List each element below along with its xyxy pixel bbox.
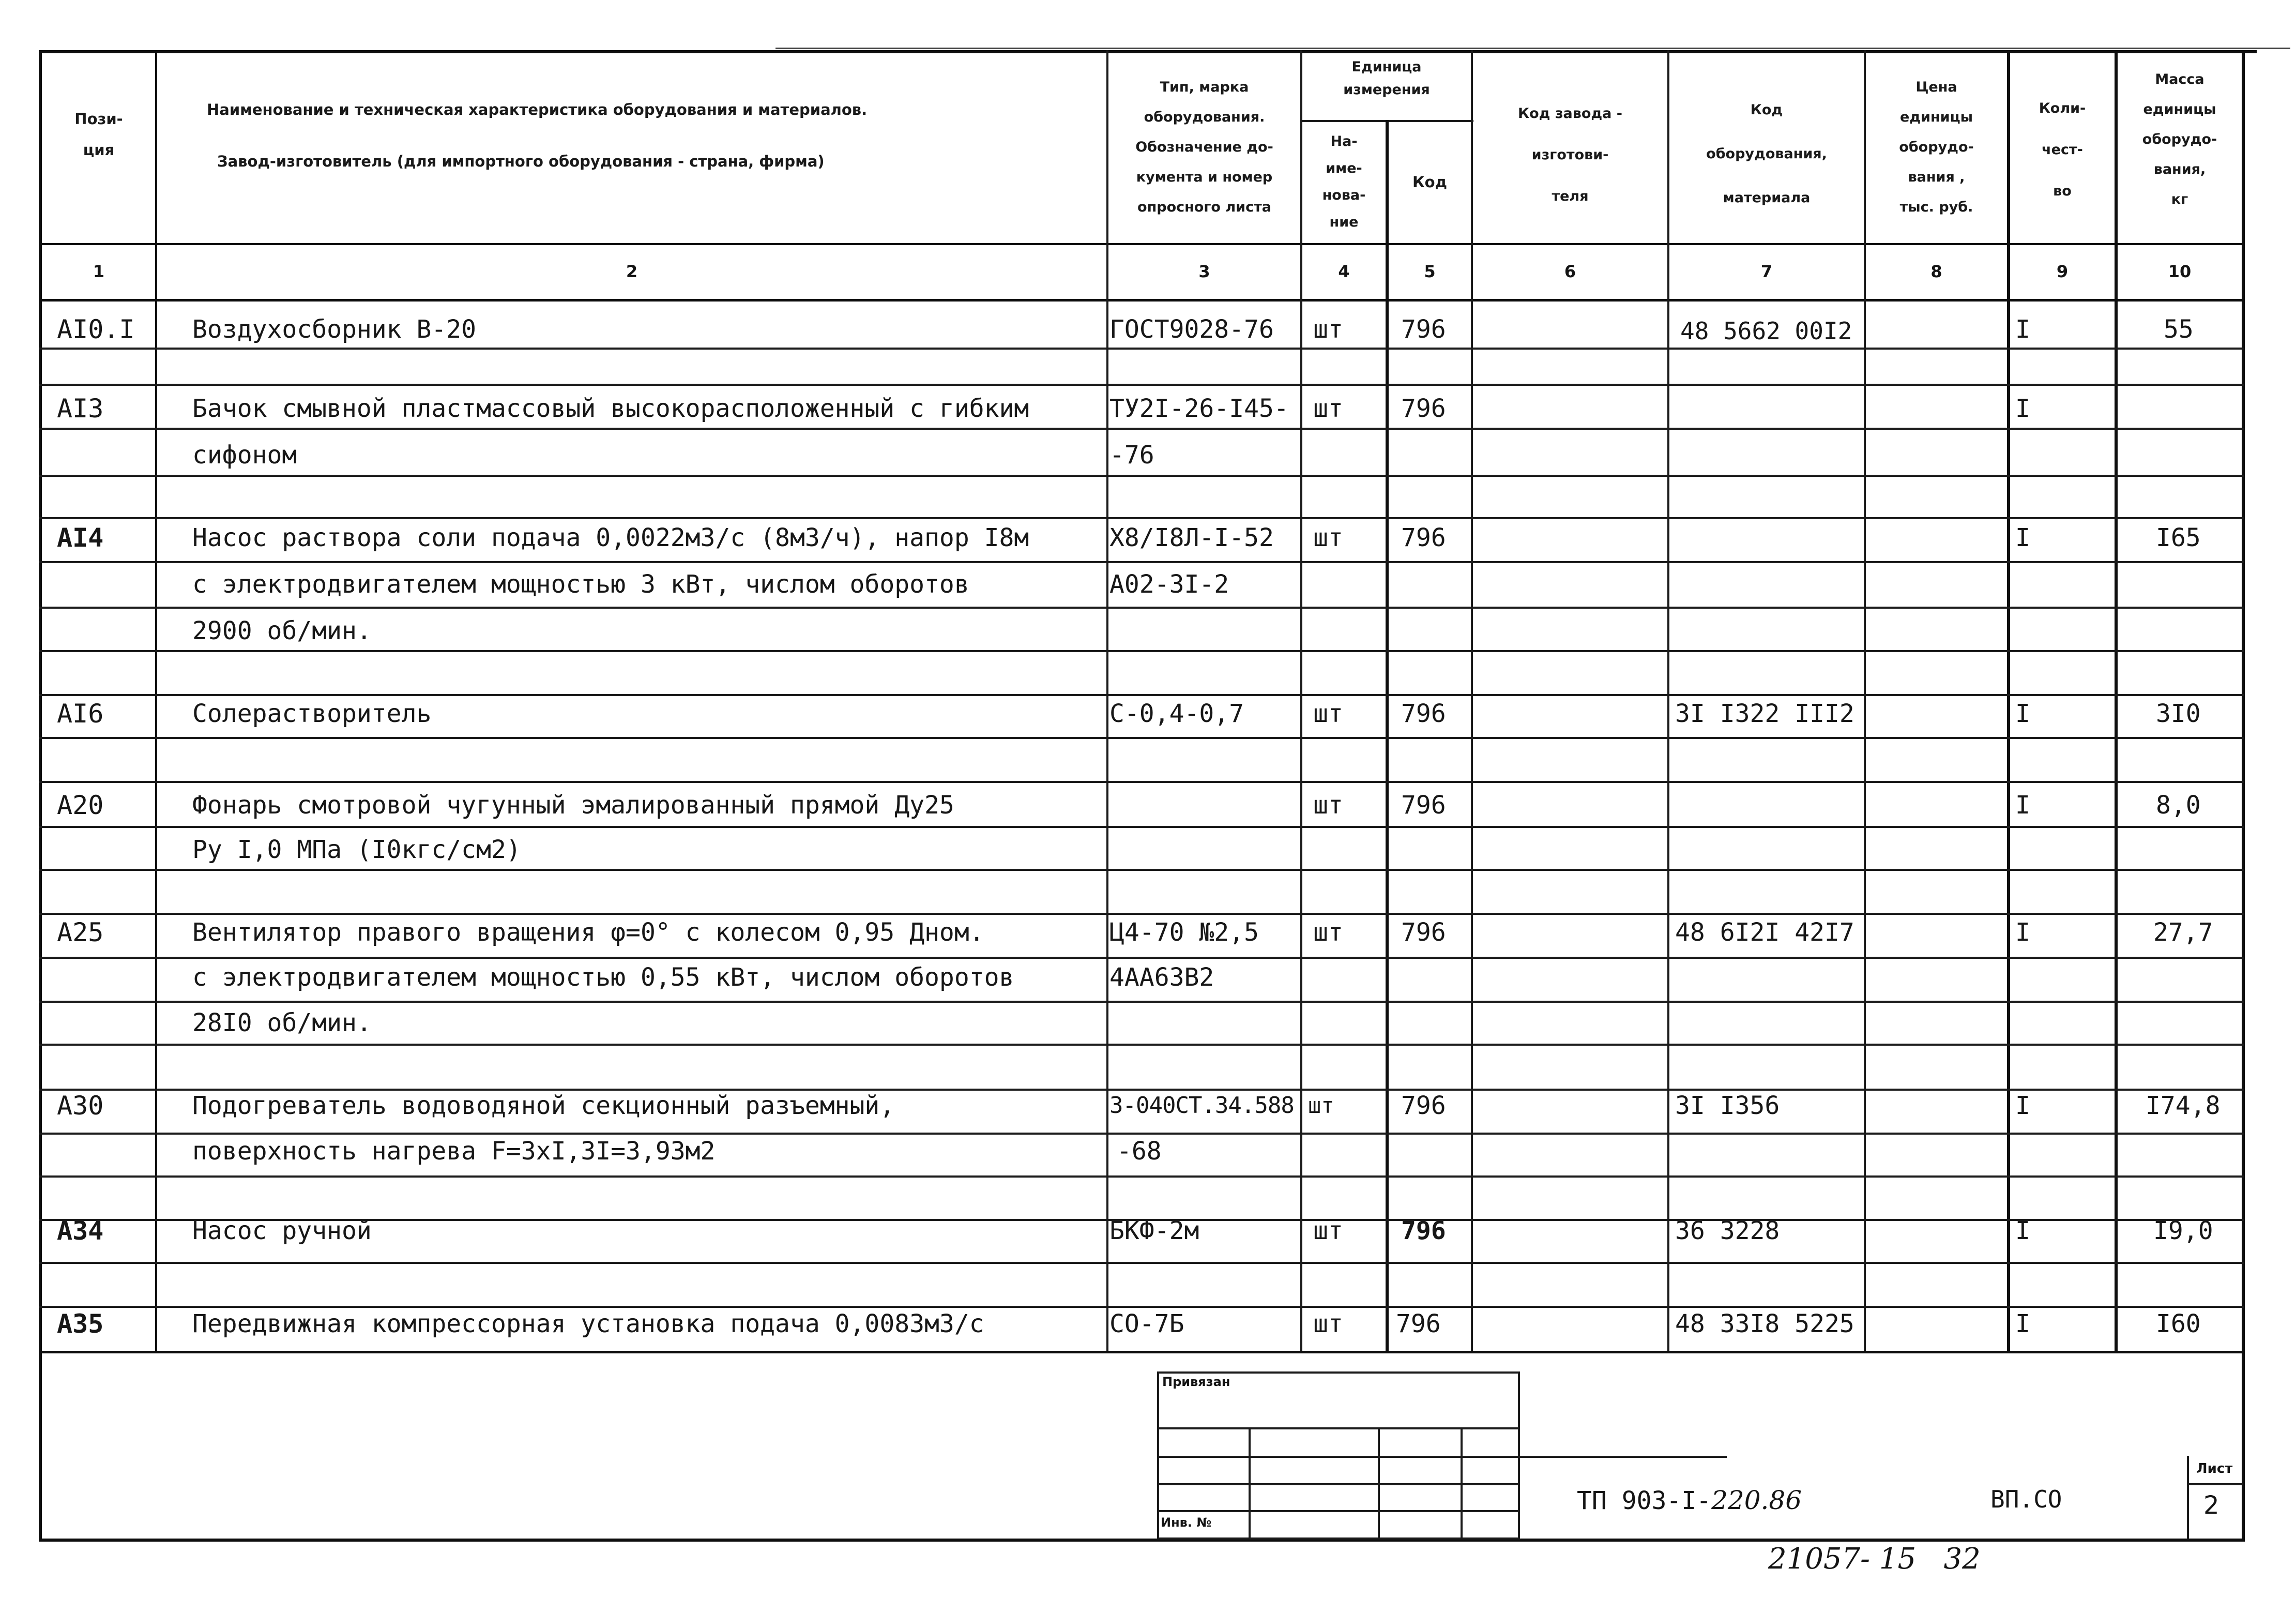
row-line [39, 1133, 2244, 1135]
row-line [39, 781, 2244, 783]
stamp-sheet-label: Лист [2196, 1461, 2233, 1476]
col-line-3 [1300, 50, 1302, 1353]
doc-code-printed: ТП 903-I- [1577, 1486, 1712, 1515]
header-position: Пози- ция [74, 110, 123, 159]
row-name: 28I0 об/мин. [192, 1008, 372, 1037]
row-line [39, 1001, 2244, 1003]
row-mass: 8,0 [2156, 791, 2201, 820]
row-unit: шт [1313, 315, 1343, 344]
col-line-7 [1864, 50, 1866, 1353]
row-line [39, 475, 2244, 477]
row-equipment-code: 48 5662 00I2 [1680, 317, 1852, 345]
row-name: Фонарь смотровой чугунный эмалированный прямой Ду25 [192, 791, 954, 820]
handwritten-archive-number: 21057- 15 32 [1768, 1542, 1981, 1576]
col-line-6 [1667, 50, 1669, 1353]
colnum-1: 1 [93, 262, 105, 281]
row-equipment-code: 36 3228 [1675, 1216, 1780, 1245]
row-unit: шт [1313, 394, 1343, 423]
row-type: ТУ2I-26-I45- [1109, 394, 1289, 423]
row-type: 3-040СТ.34.588 [1109, 1092, 1294, 1119]
header-unit-name: На- име- нова- ние [1322, 133, 1366, 230]
colnum-10: 10 [2168, 262, 2192, 281]
stamp-line [1157, 1510, 1520, 1512]
row-position: AI0.I [57, 314, 135, 344]
row-type: -68 [1117, 1137, 1162, 1166]
header-quantity: Коли- чест- во [2039, 100, 2086, 199]
row-mass: I9,0 [2153, 1216, 2213, 1245]
row-mass: 55 [2164, 315, 2194, 344]
row-quantity: I [2015, 1309, 2030, 1338]
row-name: сифоном [192, 441, 297, 470]
col-line-5 [1471, 50, 1473, 1353]
header-type: Тип, марка оборудования. Обозначение до- кумента и номер опросного листа [1135, 79, 1273, 215]
row-quantity: I [2015, 523, 2030, 552]
stamp-line [2187, 1483, 2243, 1485]
row-type: СО-7Б [1109, 1309, 1184, 1338]
header-price: Цена единицы оборудо- вания , тыс. руб. [1899, 79, 1974, 215]
frame-top [39, 50, 2257, 53]
row-line [39, 694, 2244, 696]
row-unit: шт [1313, 791, 1343, 820]
colnum-8: 8 [1930, 262, 1942, 281]
colnum-7: 7 [1760, 262, 1773, 281]
row-unit-code: 796 [1401, 918, 1446, 947]
row-quantity: I [2015, 918, 2030, 947]
row-name: Передвижная компрессорная установка подача 0,0083м3/с [192, 1309, 984, 1338]
row-equipment-code: 48 6I2I 42I7 [1675, 918, 1854, 947]
stamp-line [1378, 1427, 1380, 1540]
stamp-line [2187, 1456, 2189, 1540]
row-position: AI4 [57, 523, 104, 553]
row-name: Подогреватель водоводяной секционный разъемный, [192, 1091, 895, 1120]
row-mass: 3I0 [2156, 699, 2201, 728]
header-unit-group: Единица измерения [1343, 59, 1430, 98]
stamp-line [1461, 1427, 1463, 1540]
row-type: С-0,4-0,7 [1109, 699, 1244, 728]
colnum-3: 3 [1198, 262, 1210, 281]
row-unit: шт [1313, 1216, 1343, 1245]
row-type: 4АА63В2 [1109, 963, 1214, 992]
row-unit-code: 796 [1401, 699, 1446, 728]
col-line-9 [2115, 50, 2118, 1353]
frame-right [2242, 50, 2245, 1542]
row-type: Ц4-70 №2,5 [1109, 918, 1259, 947]
row-unit: шт [1308, 1093, 1334, 1118]
row-mass: I74,8 [2146, 1091, 2221, 1120]
row-line [39, 1175, 2244, 1178]
row-unit: шт [1313, 1309, 1343, 1338]
row-name: Солерастворитель [192, 699, 432, 728]
header-bottom-line [39, 243, 2244, 245]
row-unit: шт [1313, 699, 1343, 728]
colnum-bottom-line [39, 299, 2244, 302]
colnum-4: 4 [1338, 262, 1350, 281]
row-line [39, 957, 2244, 959]
top-margin-line [776, 48, 2290, 49]
row-type: БКФ-2м [1109, 1216, 1199, 1245]
header-mass: Масса единицы оборудо- вания, кг [2142, 71, 2217, 207]
row-position: A35 [57, 1309, 104, 1339]
row-quantity: I [2015, 699, 2030, 728]
row-mass: I65 [2156, 523, 2201, 552]
header-equipment-code: Код оборудования, материала [1706, 102, 1827, 206]
row-line [39, 1044, 2244, 1046]
row-quantity: I [2015, 1216, 2030, 1245]
header-name-line2: Завод-изготовитель (для импортного оборудования - страна, фирма) [217, 153, 825, 170]
frame-bottom [39, 1539, 2244, 1542]
row-line [39, 826, 2244, 828]
header-name-line1: Наименование и техническая характеристика оборудования и материалов. [207, 101, 868, 118]
row-position: A25 [57, 917, 104, 947]
row-mass: I60 [2156, 1309, 2201, 1338]
row-type: А02-3I-2 [1109, 570, 1229, 599]
colnum-6: 6 [1564, 262, 1576, 281]
row-unit: шт [1313, 523, 1343, 552]
row-equipment-code: 3I I356 [1675, 1091, 1780, 1120]
stamp-line [1157, 1427, 1520, 1429]
row-quantity: I [2015, 315, 2030, 344]
row-line [39, 650, 2244, 652]
row-line [39, 517, 2244, 519]
stamp-line [1157, 1456, 1727, 1458]
row-unit: шт [1313, 918, 1343, 947]
doc-code-handwritten: 220.86 [1711, 1485, 1802, 1515]
stamp-line [1249, 1427, 1251, 1540]
row-line [39, 869, 2244, 871]
row-line [39, 384, 2244, 386]
stamp-privyazan: Привязан [1162, 1375, 1230, 1389]
row-name: Ру I,0 МПа (I0кгс/см2) [192, 835, 521, 864]
colnum-2: 2 [626, 262, 638, 281]
row-name: поверхность нагрева F=3хI,3I=3,93м2 [192, 1137, 716, 1166]
row-line [39, 1262, 2244, 1264]
row-equipment-code: 3I I322 III2 [1675, 699, 1854, 728]
row-name: Вентилятор правого вращения φ=0° с колесом 0,95 Дном. [192, 918, 984, 947]
row-quantity: I [2015, 1091, 2030, 1120]
stamp-section: ВП.СО [1990, 1485, 2062, 1513]
row-unit-code: 796 [1401, 523, 1446, 552]
stamp-line [1157, 1483, 1520, 1485]
row-line [39, 913, 2244, 915]
row-line [39, 348, 2244, 350]
row-name: Насос раствора соли подача 0,0022м3/с (8м3/ч), напор I8м [192, 523, 1029, 552]
row-line [39, 561, 2244, 563]
row-line [39, 428, 2244, 430]
col-line-1 [155, 50, 157, 1353]
row-line [39, 737, 2244, 739]
table-bottom-line [39, 1351, 2244, 1353]
row-unit-code: 796 [1401, 315, 1446, 344]
row-name: с электродвигателем мощностью 0,55 кВт, числом оборотов [192, 963, 1014, 992]
row-unit-code: 796 [1401, 394, 1446, 423]
row-position: A20 [57, 790, 104, 820]
row-equipment-code: 48 33I8 5225 [1675, 1309, 1854, 1338]
header-unit-code: Код [1412, 173, 1448, 191]
row-name: с электродвигателем мощностью 3 кВт, числом оборотов [192, 570, 969, 599]
row-mass: 27,7 [2153, 918, 2213, 947]
colnum-5: 5 [1424, 262, 1436, 281]
header-factory-code: Код завода - изготови- теля [1518, 105, 1622, 204]
row-quantity: I [2015, 394, 2030, 423]
row-position: A30 [57, 1091, 104, 1121]
row-name: Насос ручной [192, 1216, 372, 1245]
row-line [39, 1306, 2244, 1308]
row-type: ГОСТ9028-76 [1109, 315, 1274, 344]
row-unit-code: 796 [1401, 1216, 1446, 1245]
colnum-9: 9 [2056, 262, 2069, 281]
row-unit-code: 796 [1401, 1091, 1446, 1120]
row-unit-code: 796 [1401, 791, 1446, 820]
stamp-sheet-number: 2 [2203, 1491, 2219, 1520]
stamp-doc-code [1577, 1485, 1802, 1515]
col-line-2 [1106, 50, 1108, 1353]
row-position: AI3 [57, 394, 104, 424]
row-position: AI6 [57, 699, 104, 729]
col-line-8 [2007, 50, 2010, 1353]
frame-left [39, 50, 42, 1542]
row-line [39, 607, 2244, 609]
row-name: Бачок смывной пластмассовый высокорасположенный с гибким [192, 394, 1029, 423]
row-name: Воздухосборник В-20 [192, 315, 477, 344]
stamp-inv-number: Инв. № [1161, 1515, 1212, 1530]
row-quantity: I [2015, 791, 2030, 820]
row-name: 2900 об/мин. [192, 616, 372, 645]
row-type: -76 [1109, 441, 1154, 470]
row-unit-code: 796 [1396, 1309, 1441, 1338]
row-position: A34 [57, 1216, 104, 1246]
row-type: Х8/I8Л-I-52 [1109, 523, 1274, 552]
